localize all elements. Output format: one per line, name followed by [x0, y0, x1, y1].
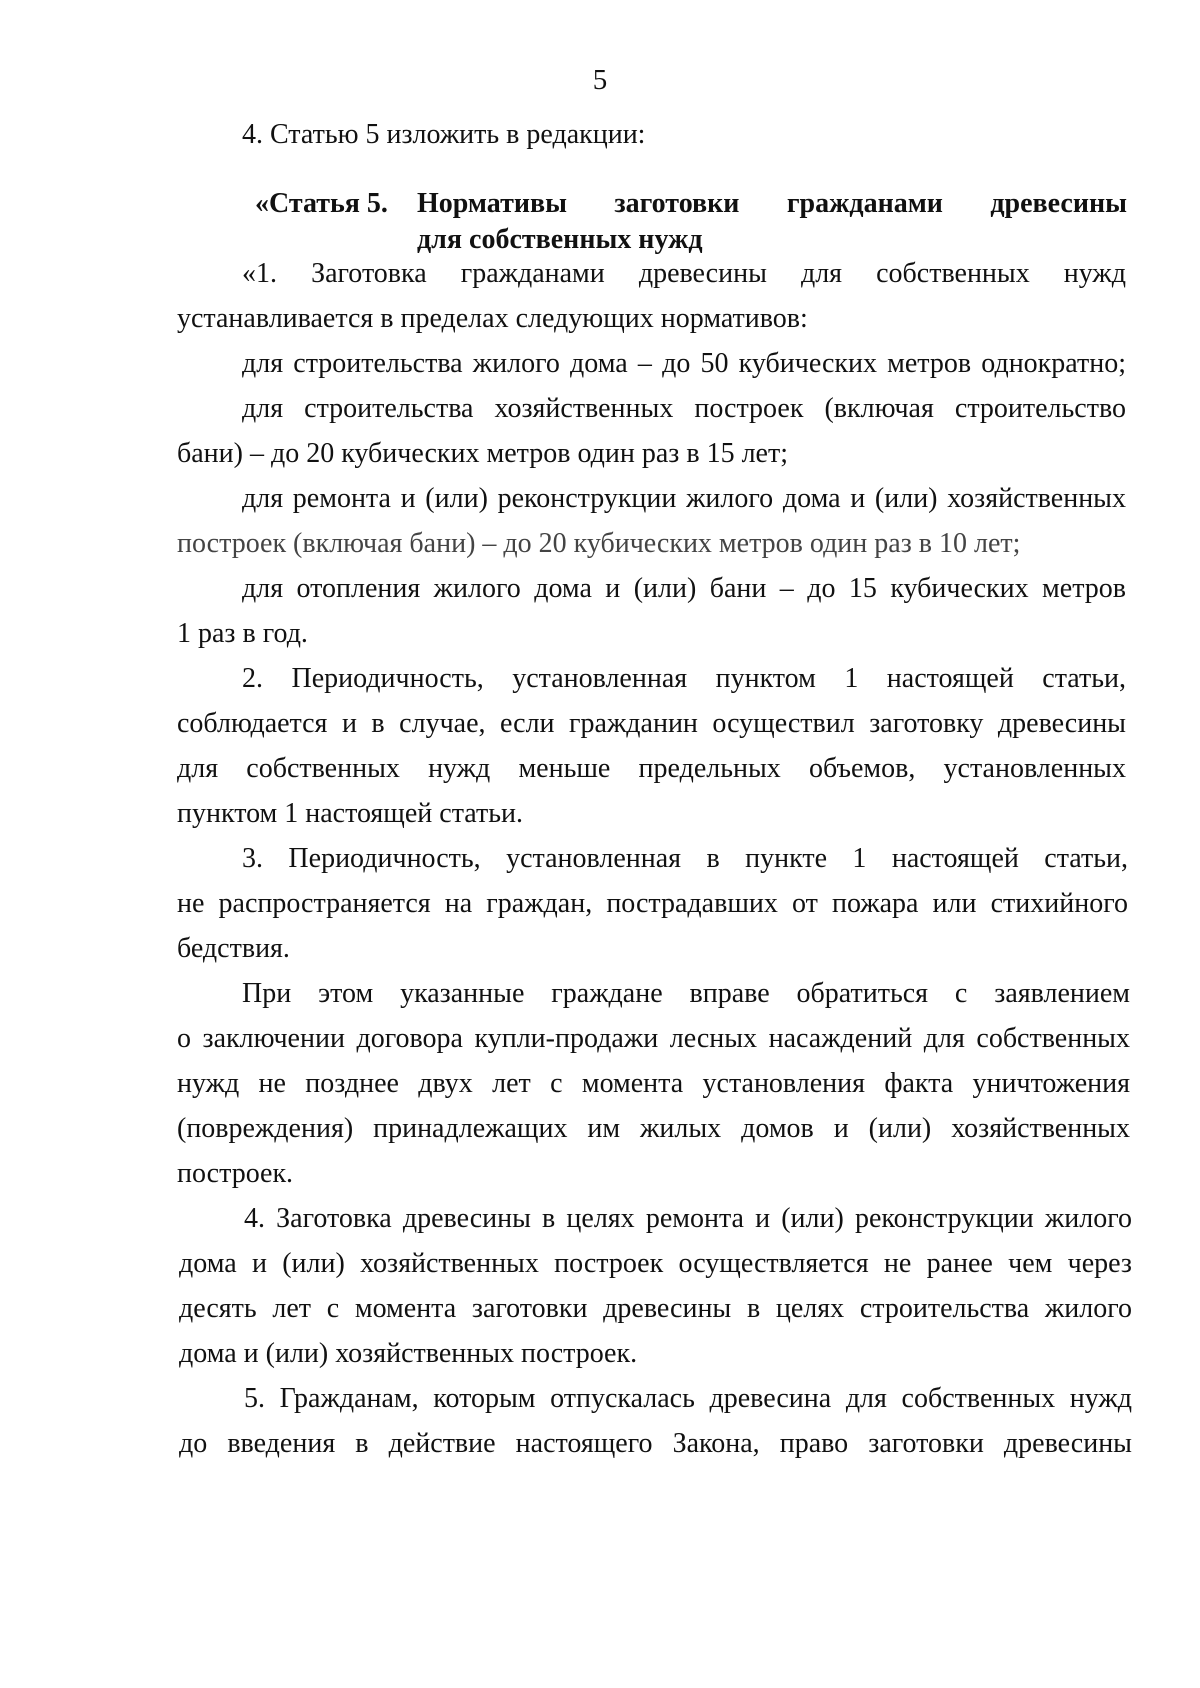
text-line: для строительства хозяйственных построек (включая строительство [242, 393, 1126, 424]
page-number: 5 [592, 64, 608, 96]
text-line: дома и (или) хозяйственных построек. [179, 1338, 638, 1369]
text-line: для строительства жилого дома – до 50 кубических метров однократно; [242, 348, 1126, 379]
article-label: «Статья 5. [255, 188, 388, 219]
text-line: для ремонта и (или) реконструкции жилого дома и (или) хозяйственных [242, 483, 1126, 514]
text-line: «1. Заготовка гражданами древесины для собственных нужд [242, 258, 1126, 289]
text-line: устанавливается в пределах следующих нормативов: [177, 303, 808, 334]
text-line: нужд не позднее двух лет с момента установления факта уничтожения [177, 1068, 1130, 1099]
text-line: построек (включая бани) – до 20 кубических метров один раз в 10 лет; [177, 528, 1021, 559]
text-line: При этом указанные граждане вправе обратиться с заявлением [242, 978, 1130, 1009]
text-line: для собственных нужд меньше предельных объемов, установленных [177, 753, 1126, 784]
text-line: бедствия. [177, 933, 290, 964]
text-line: не распространяется на граждан, пострадавших от пожара или стихийного [177, 888, 1128, 919]
text-line: для отопления жилого дома и (или) бани – до 15 кубических метров [242, 573, 1126, 604]
amendment-instruction: 4. Статью 5 изложить в редакции: [242, 119, 646, 150]
text-line: (повреждения) принадлежащих им жилых домов и (или) хозяйственных [177, 1113, 1130, 1144]
text-line: построек. [177, 1158, 294, 1189]
text-line: до введения в действие настоящего Закона, право заготовки древесины [179, 1428, 1132, 1459]
text-line: 2. Периодичность, установленная пунктом 1 настоящей статьи, [242, 663, 1126, 694]
text-line: бани) – до 20 кубических метров один раз в 15 лет; [177, 438, 788, 469]
text-line: десять лет с момента заготовки древесины в целях строительства жилого [179, 1293, 1132, 1324]
article-title-line-1: Нормативы заготовки гражданами древесины [417, 188, 1127, 219]
text-line: дома и (или) хозяйственных построек осуществляется не ранее чем через [179, 1248, 1132, 1279]
text-line: пунктом 1 настоящей статьи. [177, 798, 523, 829]
text-line: 5. Гражданам, которым отпускалась древесина для собственных нужд [244, 1383, 1132, 1414]
article-title-line-2: для собственных нужд [417, 224, 703, 255]
text-line: 1 раз в год. [177, 618, 308, 649]
text-line: 4. Заготовка древесины в целях ремонта и (или) реконструкции жилого [244, 1203, 1132, 1234]
text-line: 3. Периодичность, установленная в пункте 1 настоящей статьи, [242, 843, 1128, 874]
text-line: о заключении договора купли-продажи лесных насаждений для собственных [177, 1023, 1130, 1054]
text-line: соблюдается и в случае, если гражданин осуществил заготовку древесины [177, 708, 1126, 739]
